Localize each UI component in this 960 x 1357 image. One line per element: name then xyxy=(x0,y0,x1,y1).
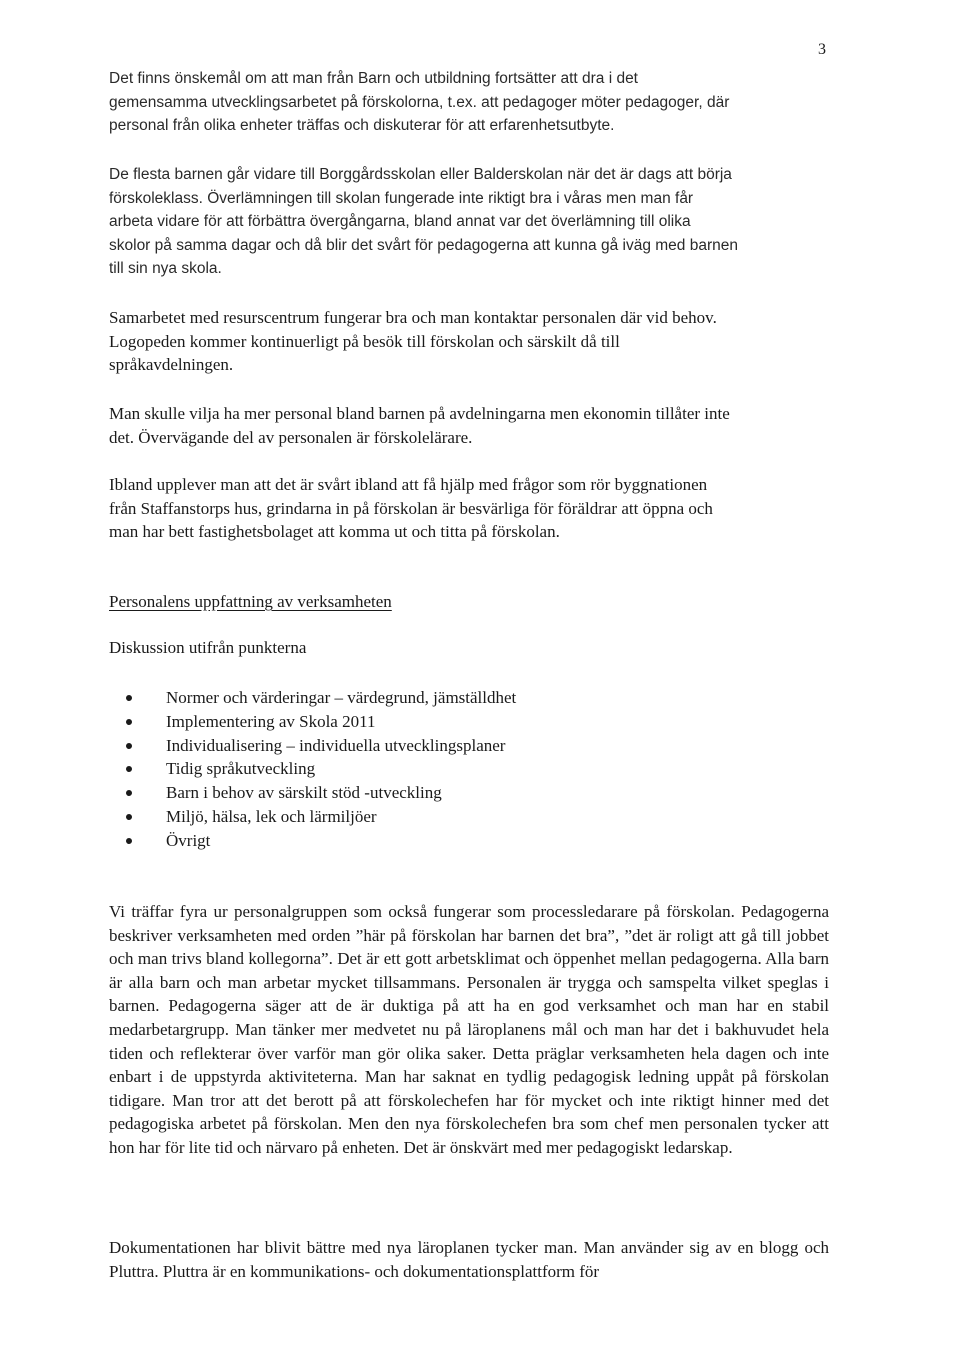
bullet-dot-icon xyxy=(126,695,132,701)
text-line: önskvärt med mer pedagogiskt ledarskap. xyxy=(449,1137,733,1157)
text-line: De flesta barnen går vidare till Borggårdsskolan eller Balderskolan när det är dags att börja xyxy=(109,166,732,183)
paragraph-development-wishes xyxy=(109,67,829,138)
text-line: Samarbetet med resurscentrum fungerar bra och man kontaktar personalen där vid behov. xyxy=(109,308,717,327)
bullet-dot-icon xyxy=(126,743,132,749)
list-item xyxy=(109,686,516,710)
text-line: och öppenhet mellan pedagogerna. Alla barn är alla barn och man arbetar mycket xyxy=(109,949,829,992)
list-item xyxy=(109,757,516,781)
text-line: språkavdelningen. xyxy=(109,355,234,375)
text-line: man har bett fastighetsbolaget att komma ut och titta på förskolan. xyxy=(109,522,560,542)
list-item-label: Normer och värderingar – värdegrund, jämställdhet xyxy=(166,688,517,707)
text-line: ”det är roligt att gå till jobbet och man trivs bland kollegorna”. Det är ett gott arbetsklimat xyxy=(109,925,829,969)
paragraph-resource-center xyxy=(109,306,829,377)
paragraph-school-transition xyxy=(109,163,829,281)
text-line: skolor på samma dagar och då blir det svårt för pedagogerna att kunna gå iväg med barnen xyxy=(109,236,738,254)
discussion-points-list xyxy=(109,686,516,853)
text-line: som chef men personalen tycker att hon har för lite tid och närvaro på enheten. Det är xyxy=(109,1114,829,1157)
bullet-dot-icon xyxy=(126,838,132,844)
list-item xyxy=(109,805,516,829)
paragraph-staffing xyxy=(109,402,829,449)
paragraph-documentation xyxy=(109,1236,829,1283)
list-item-label: Övrigt xyxy=(166,830,211,850)
text-line: Logopeden kommer kontinuerligt på besök till förskolan och särskilt då till xyxy=(109,331,620,351)
text-line: Dokumentationen har blivit bättre med nya läroplanen tycker man. Man använder sig av en xyxy=(109,1238,754,1257)
text-line: gemensamma utvecklingsarbetet på förskolorna, t.ex. att pedagoger möter pedagoger, där xyxy=(109,93,730,111)
text-line: Det finns önskemål om att man från Barn och utbildning fortsätter att dra i det xyxy=(109,70,638,87)
paragraph-staff-perception xyxy=(109,900,829,1160)
text-line: reflekterar över varför man gör olika saker. Detta präglar verksamheten hela dagen och inte xyxy=(180,1043,830,1063)
list-item-label: Tidig språkutveckling xyxy=(166,759,316,779)
bullet-dot-icon xyxy=(126,790,132,796)
text-line: Ibland upplever man att det är svårt ibland att få hjälp med frågor som rör byggnationen xyxy=(109,475,708,494)
text-line: blogg och Pluttra. Pluttra är en kommunikations- och dokumentationsplattform för xyxy=(109,1238,830,1281)
text-line: förskoleklass. Överlämningen till skolan fungerade inte riktigt bra i våras men man får xyxy=(109,189,694,207)
bullet-dot-icon xyxy=(126,719,132,725)
text-line: riktigt hinner med det pedagogiska arbetet på förskolan. Men den nya förskolechefen bra xyxy=(109,1090,829,1134)
bullet-dot-icon xyxy=(126,766,132,772)
section-intro: Diskussion utifrån punkterna xyxy=(109,638,307,657)
text-line: Pedagogerna beskriver verksamheten med orden ”här på förskolan har barnen det bra”, xyxy=(109,902,829,945)
page-number: 3 xyxy=(818,41,826,58)
text-line: arbeta vidare för att förbättra övergångarna, bland annat var det överlämning till olika xyxy=(109,213,691,231)
bullet-dot-icon xyxy=(126,814,132,820)
text-line: tillsammans. Personalen är trygga och samspelta vilket speglas i barnen. Pedagogerna säger xyxy=(109,972,830,1016)
paragraph-building-issues xyxy=(109,473,829,544)
text-line: till sin nya skola. xyxy=(109,260,222,278)
text-line: Man skulle vilja ha mer personal bland barnen på avdelningarna men ekonomin tillåter inte xyxy=(109,404,730,423)
list-item xyxy=(109,734,516,758)
text-line: förskolan tidigare. Man tror att det berott på att förskolechefen har för mycket och inte xyxy=(109,1067,830,1110)
text-line: Vi träffar fyra ur personalgruppen som också fungerar som processledarare på förskolan. xyxy=(109,902,735,921)
text-line: det. Övervägande del av personalen är förskolelärare. xyxy=(109,427,473,447)
list-item xyxy=(109,710,516,734)
text-line: från Staffanstorps hus, grindarna in på förskolan är besvärliga för föräldrar att öppna och xyxy=(109,498,713,518)
list-item-label: Individualisering – individuella utvecklingsplaner xyxy=(166,735,506,755)
list-item-label: Miljö, hälsa, lek och lärmiljöer xyxy=(166,806,377,826)
text-line: enbart i de uppstyrda aktiviteterna. Man har saknat en tydlig pedagogisk ledning uppåt på xyxy=(109,1067,758,1087)
text-line: personal från olika enheter träffas och diskuterar för att erfarenhetsutbyte. xyxy=(109,117,615,135)
text-line: att de är duktiga på att ha en god verksamhet och man har en stabil medarbetargrupp. Man xyxy=(109,996,830,1039)
text-line: tänker mer medvetet nu på läroplanens mål och man har det i bakhuvudet hela tiden och xyxy=(109,1019,830,1063)
list-item xyxy=(109,829,516,853)
list-item-label: Barn i behov av särskilt stöd -utveckling xyxy=(166,783,442,803)
list-item-label: Implementering av Skola 2011 xyxy=(166,711,376,731)
section-heading: Personalens uppfattning av verksamheten xyxy=(109,592,392,611)
list-item xyxy=(109,781,516,805)
